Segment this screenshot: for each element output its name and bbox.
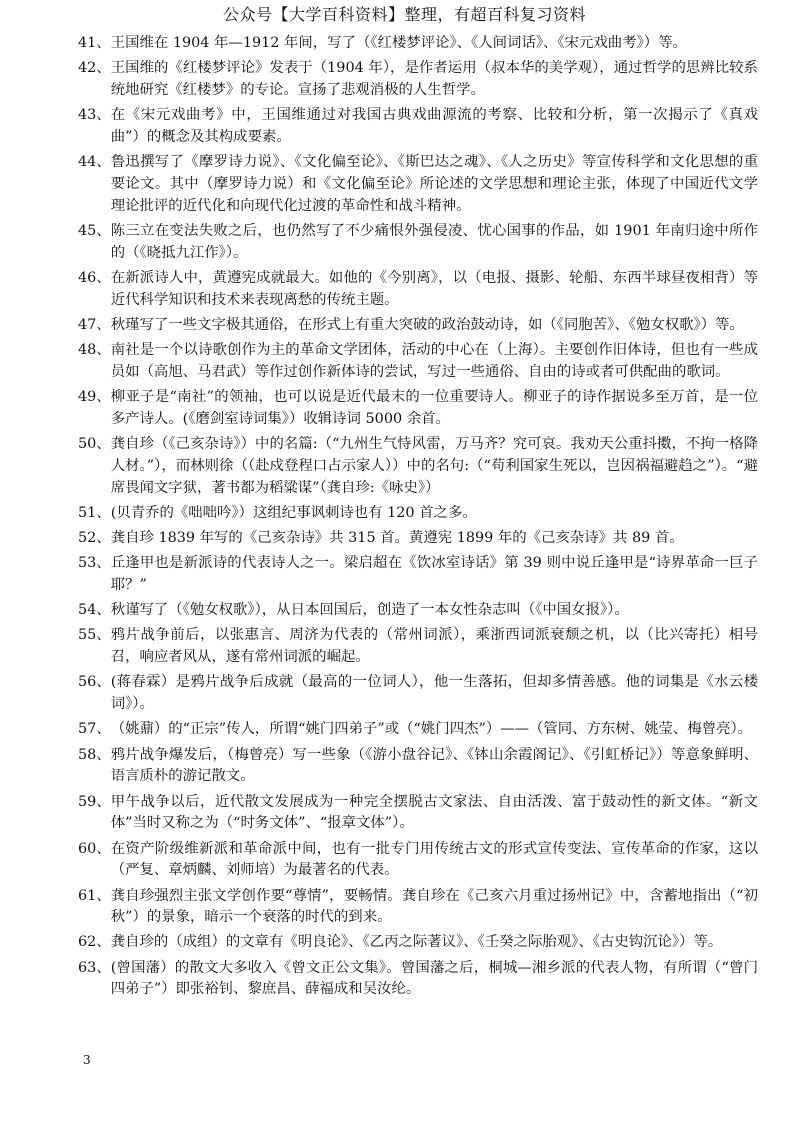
item-number: 59、 [78,793,111,810]
list-item [78,340,758,384]
list-item [78,553,758,597]
item-number: 63、 [78,959,111,976]
list-item [78,268,758,312]
list-item [78,221,758,265]
item-text: 秋谨写了（《勉女权歌》），从日本回国后，创造了一本女性杂志叫（《中国女报》）。 [110,602,629,619]
item-number: 46、 [78,269,111,286]
list-item [78,932,758,954]
item-text: 在《宋元戏曲考》中，王国维通过对我国古典戏曲源流的考察、比较和分析，第一次揭示了《真戏曲”）的概念及其构成要素。 [110,107,758,145]
item-number: 48、 [78,342,111,359]
item-text: 王国维的《红楼梦评论》发表于（1904 年），是作者运用（叔本华的美学观），通过哲学的思辨比较系统地研究《红楼梦》的专论。宣扬了悲观消极的人生哲学。 [110,60,758,98]
item-number: 53、 [78,555,111,572]
list-item [78,672,758,716]
item-number: 43、 [78,107,111,124]
list-item [78,434,758,499]
item-text: 鲁迅撰写了《摩罗诗力说》、《文化偏至论》、《斯巴达之魂》、《人之历史》等宣传科学和文化思想的重要论文。其中（摩罗诗力说）和《文化偏至论》所论述的文学思想和理论主张，体现了中国近代文学理论批评的近代化和向现代化过渡的革命性和战斗精神。 [110,154,758,214]
item-text: 甲午战争以后，近代散文发展成为一种完全摆脱古文家法、自由活泼、富于鼓动性的新文体。“新文体”当时又称之为（“时务文体”、“报章文体”）。 [110,793,758,832]
item-text: 龚自珍强烈主张文学创作要“尊情”，要畅情。龚自珍在《己亥六月重过扬州记》中，含蓄地指出（“初秋”）的景象，暗示一个衰落的时代的到来。 [110,887,758,926]
item-text: 鸦片战争前后，以张惠言、周济为代表的（常州词派），乘浙西词派衰颓之机，以（比兴寄托）相号召，响应者风从，遂有常州词派的崛起。 [110,627,758,666]
item-text: (蒋春霖）是鸦片战争后成就（最高的一位词人），他一生落拓，但却多情善感。他的词集是《水云楼词》）。 [110,674,758,713]
list-item [78,625,758,669]
list-item [78,152,758,217]
item-number: 51、 [78,504,111,521]
item-number: 56、 [78,674,111,691]
page-number: 3 [83,1053,91,1067]
item-number: 45、 [78,222,111,239]
item-text: 秋瑾写了一些文字极其通俗，在形式上有重大突破的政治鼓动诗，如（《同胞苦》、《勉女权歌》）等。 [110,316,744,333]
item-text: 王国维在 1904 年—1912 年间，写了（《红楼梦评论》、《人间词话》、《宋元戏曲考》）等。 [110,35,687,51]
item-text: 南社是一个以诗歌创作为主的革命文学团体，活动的中心在（上海）。主要创作旧体诗，但也有一些成员如（高旭、马君武）等作过创作新体诗的尝试，写过一些通俗、自由的诗或者可供配曲的歌词。 [110,342,758,380]
item-number: 41、 [78,35,111,51]
item-number: 50、 [78,436,111,453]
list-item [78,58,758,102]
item-number: 58、 [78,746,111,763]
item-number: 47、 [78,316,111,333]
item-text: 龚自珍的（成组）的文章有《明良论》、《乙丙之际著议》、《壬癸之际胎观》、《古史钩沉论》）等。 [110,934,723,951]
item-number: 60、 [78,840,111,857]
item-number: 44、 [78,154,111,171]
list-item [78,792,758,836]
item-number: 57、 [78,721,111,738]
item-number: 49、 [78,389,111,406]
list-item [78,387,758,431]
item-number: 55、 [78,627,111,644]
list-item [78,719,758,741]
list-item [78,503,758,525]
list-item [78,745,758,789]
list-item [78,958,758,1002]
list-item [78,528,758,550]
list-item [78,839,758,883]
list-item [78,33,758,55]
item-text: 龚自珍（《己亥杂诗》）中的名篇:（“九州生气恃风雷，万马齐？究可哀。我劝天公重抖擞，不拘一格降人材。”），而林则徐（（赴戍登程口占示家人））中的名句:（“苟利国家生死以，岂因祸福避趋之”）。“避席畏闻文字狱，著书都为稻粱谋”（龚自珍:《咏史》） [110,436,758,496]
item-text: 在新派诗人中，黄遵宪成就最大。如他的《今别离》，以（电报、摄影、轮船、东西半球昼夜相背）等近代科学知识和技术来表现离愁的传统主题。 [110,269,758,308]
item-number: 52、 [78,530,111,547]
item-number: 42、 [78,60,111,77]
list-item [78,105,758,149]
item-text: 龚自珍 1839 年写的《己亥杂诗》共 315 首。黄遵宪 1899 年的《己亥杂诗》共 89 首。 [110,530,684,547]
item-text: 丘逢甲也是新派诗的代表诗人之一。梁启超在《饮冰室诗话》第 39 则中说丘逢甲是“诗界革命一巨子耶？” [110,555,758,594]
item-text: （姚鼐）的“正宗”传人，所谓“姚门四弟子”或（“姚门四杰”）——（管同、方东树、姚莹、梅曾亮）。 [110,721,753,738]
list-item [78,886,758,930]
item-text: (贝青乔的《咄咄吟》）这组纪事讽刺诗也有 120 首之多。 [110,504,477,521]
list-item [78,600,758,622]
item-text: (曾国藩）的散文大多收入《曾文正公文集》。曾国藩之后，桐城—湘乡派的代表人物，有所谓（“曾门四弟子”）即张裕钊、黎庶昌、薛福成和吴汝纶。 [110,959,758,998]
item-number: 62、 [78,934,111,951]
item-number: 54、 [78,602,111,619]
page-header: 公众号【大学百科资料】整理，有超百科复习资料 [222,5,586,24]
question-list [78,33,758,1005]
item-text: 陈三立在变法失败之后，也仍然写了不少痛恨外强侵凌、忧心国事的作品，如 1901 年南归途中所作的（《晓抵九江作》）。 [110,222,758,261]
item-text: 柳亚子是“南社”的领袖，也可以说是近代最末的一位重要诗人。柳亚子的诗作据说多至万首，是一位多产诗人。(《磨剑室诗词集》）收辑诗词 5000 余首。 [110,389,758,427]
item-number: 61、 [78,887,111,904]
item-text: 鸦片战争爆发后，（梅曾亮）写一些象（《游小盘谷记》、《钵山余霞阁记》、《引虹桥记》）等意象鲜明、语言质朴的游记散文。 [110,746,758,785]
item-text: 在资产阶级维新派和革命派中间，也有一批专门用传统古文的形式宣传变法、宣传革命的作家，这以（严复、章炳麟、刘师培）为最著名的代表。 [110,840,758,879]
list-item [78,315,758,337]
